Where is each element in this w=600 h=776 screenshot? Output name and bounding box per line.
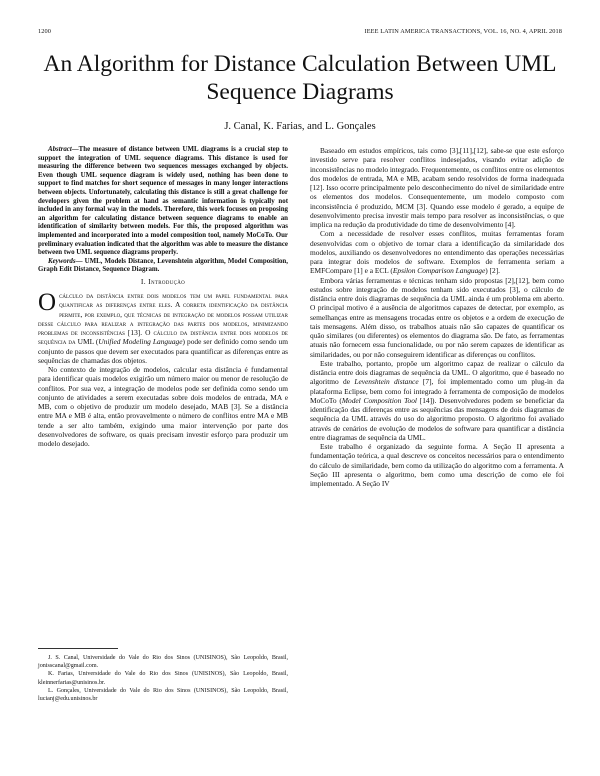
body-paragraph-2 [310, 229, 564, 275]
section-heading-introduction [38, 277, 288, 286]
intro-p1-italic: Unified Modeling Language [98, 337, 183, 347]
p4-mid: [7], foi implementado como um plug-in da plataforma Eclipse, bem como foi integrado à ferramenta de composição de modelos MoCoTo ( [310, 377, 564, 405]
section-heading-text: I. Introdução [140, 276, 186, 286]
p2-text: Com a necessidade de resolver esses conflitos, muitas ferramentas foram desenvolvidas com o objetivo de tornar clara a identificação da similaridade dos modelos, auxiliando os desenvolvedores no entendimento das operações necessárias para integrar dois modelos de software. Exemplos de ferramenta seriam a EMFCompare [1] e a ECL ( [310, 229, 564, 276]
journal-name: IEEE LATIN AMERICA TRANSACTIONS, VOL. 16, NO. 4, APRIL 2018 [364, 28, 562, 35]
left-column [38, 146, 288, 448]
p4-end: [14]). Desenvolvedores podem se beneficiar da identificação das diferenças entre as sequências das mensagens de dois diagramas de sequência da UML através do uso do algoritmo proposto. O algoritmo foi avaliado através de cenários de evolução de modelos de software para quantificar a distância entre diagramas de sequência da UML. [310, 395, 564, 442]
p2-end: ) [2]. [485, 266, 501, 276]
intro-paragraph-2: No contexto de integração de modelos, calcular esta distância é fundamental para identificar quais modelos exigirão um número maior ou menor de resolução de conflitos. Por sua vez, a integração de modelos pode ser definida como sendo um conjunto de atividades a serem executadas sobre dois modelos de entrada, MA e MB, com o objetivo de produzir um modelo desejado, MAB [3]. Se a distância entre MA e MB é alta, então provavelmente o número de conflitos entre MA e MB tende a ser alto também, exigindo uma maior intervenção por parte dos desenvolvedores de software, os quais precisam investir esforço para produzir um modelo desejado. [38, 365, 288, 449]
running-header [38, 28, 562, 40]
abstract-label: Abstract [48, 146, 72, 153]
page-number: 1200 [38, 28, 51, 35]
paper-title: An Algorithm for Distance Calculation Between UML Sequence Diagrams [43, 51, 557, 105]
body-paragraph-5: Este trabalho é organizado da seguinte forma. A Seção II apresenta a fundamentação teórica, a qual descreve os conceitos necessários para o entendimento do cálculo de similaridade, bem como da utilização do algoritmo com a ferramenta. A Seção III apresenta o algoritmo, bem como uma descrição de como ele foi implementado. A Seção IV [310, 442, 564, 488]
intro-p1-text: cálculo da distância entre dois modelos tem um papel fundamental para quantificar as diferenças entre eles. A correta identificação da distância permite, por exemplo, que técnicas de integração de modelos possam utilizar desse cálculo para realizar a integração das partes dos modelos, minimizando problemas de inconsistências [13]. O cálculo da distância entre dois modelos de sequência da UML ( [38, 291, 288, 347]
keywords-label: Keywords [48, 257, 76, 265]
body-paragraph-3: Embora várias ferramentas e técnicas tenham sido propostas [2],[12], bem como estudos sobre integração de modelos tenham sido executados [3], o cálculo de distância entre dois diagramas de sequência da UML ainda é um problema em aberto. O principal motivo é a ausência de algoritmos capazes de detectar, por exemplo, as semelhanças entre as mensagens trocadas entre os objetos e a ordem de execução de tais mensagens. Além disso, os trabalhos atuais não são capazes de quantificar os quão similares (ou diferentes) os elementos do diagrama são. De fato, as ferramentas atuais não fornecem essa funcionalidade, ou por não serem capazes de identificar as similaridades, ou por não conseguirem identificar as diferenças ou conflitos. [310, 275, 564, 359]
footnote-2: K. Farias, Universidade do Vale do Rio dos Sinos (UNISINOS), São Leopoldo, Brasil, kleinnerfarias@unisinos.br. [38, 671, 288, 686]
body-paragraph-4 [310, 359, 564, 442]
intro-p1-end: ) pode ser definido como sendo um conjunto de passos que devem ser executados para quantificar as diferenças entre as sequências de chamadas dos objetos. [38, 337, 288, 365]
abstract-text: —The measure of distance between UML diagrams is a crucial step to support the integration of UML sequence diagrams. This distance is used for measuring the difference between two sequences messages exchanged by objects. Even though UML sequence diagram is widely used, nothing has been done to support to find matches for short sequence of messages in many longer interactions between objects. Unfortunately, calculating this distance is still a great challenge for developers given the problem at hand as semantic information is typically not included in any formal way in the models. Therefore, this work focuses on proposing an algorithm for calculating distance between sequence diagrams to enable an identification of similarity between models. For this, the proposed algorithm was implemented and incorporated into a model composition tool, namely MoCoTo. Our preliminary evaluation indicated that the algorithm was able to measure the distance between two UML sequence diagrams properly. [38, 146, 288, 257]
intro-paragraph-1 [38, 291, 288, 365]
p4-text: Este trabalho, portanto, propõe um algoritmo capaz de realizar o cálculo da distância entre dois diagramas de sequência da UML. O algoritmo, que é baseado no algoritmo de [310, 358, 564, 387]
footnote-3: L. Gonçales, Universidade do Vale do Rio dos Sinos (UNISINOS), São Leopoldo, Brasil, lucianj@edu.unisinos.br [38, 687, 288, 703]
keywords-text: — UML, Models Distance, Levenshtein algorithm, Model Composition, Graph Edit Distance, Sequence Diagram. [38, 257, 288, 274]
footnote-1: J. S. Canal, Universidade do Vale do Rio dos Sinos (UNISINOS), São Leopoldo, Brasil, jonisscanal@gmail.com. [38, 655, 288, 670]
p4-italic-1: Levenshtein distance [354, 377, 419, 387]
author-list: J. Canal, K. Farias, and L. Gonçales [224, 121, 376, 132]
keywords [38, 258, 288, 275]
right-column [310, 146, 564, 488]
p2-italic: Epsilon Comparison Language [392, 266, 486, 276]
body-paragraph-1: Baseado em estudos empíricos, tais como [3],[11],[12], sabe-se que este esforço investido serve para resolver conflitos indesejados, visando evitar adição de inconsistências no modelo integrado. Frequentemente, os conflitos entre os elementos dos modelos de entrada, MA e MB, acabam sendo resolvidos de forma inadequada [12]. Isso ocorre principalmente pelo desconhecimento do nível de similaridade entre os elementos dos modelos. Consequentemente, um modelo composto com inconsistência é produzido, MCM [3]. Quando esse modelo é gerado, a equipe de desenvolvimento precisa investir mais tempo para resolver as inconsistências, o que implica na redução da produtividade do time de desenvolvimento [4]. [310, 146, 564, 229]
footnote-rule [38, 648, 118, 649]
p4-italic-2: Model Composition Tool [341, 395, 417, 405]
drop-cap: O [38, 289, 57, 317]
abstract [38, 146, 288, 258]
footnotes [38, 648, 288, 703]
